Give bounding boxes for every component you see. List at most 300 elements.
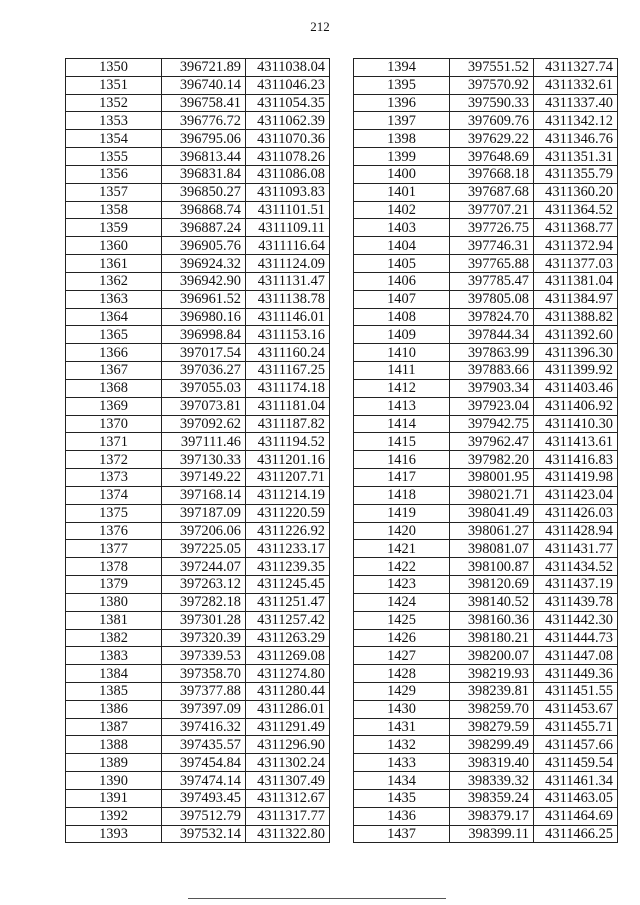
point-number-cell: 1394 <box>354 59 450 77</box>
table-row <box>354 486 618 504</box>
x-coordinate-cell: 397687.68 <box>450 183 534 201</box>
x-coordinate-cell: 398259.70 <box>450 700 534 718</box>
y-coordinate-cell: 4311372.94 <box>534 237 618 255</box>
x-coordinate-cell: 397055.03 <box>162 379 246 397</box>
table-row <box>354 433 618 451</box>
x-coordinate-cell: 397397.09 <box>162 700 246 718</box>
x-coordinate-cell: 398239.81 <box>450 682 534 700</box>
y-coordinate-cell: 4311392.60 <box>534 326 618 344</box>
y-coordinate-cell: 4311413.61 <box>534 433 618 451</box>
point-number-cell: 1409 <box>354 326 450 344</box>
table-row <box>354 94 618 112</box>
y-coordinate-cell: 4311194.52 <box>246 433 330 451</box>
x-coordinate-cell: 397263.12 <box>162 576 246 594</box>
table-row <box>66 682 330 700</box>
table-row <box>66 326 330 344</box>
x-coordinate-cell: 397844.34 <box>450 326 534 344</box>
table-row <box>66 379 330 397</box>
table-row <box>66 201 330 219</box>
point-number-cell: 1383 <box>66 647 162 665</box>
point-number-cell: 1429 <box>354 682 450 700</box>
y-coordinate-cell: 4311434.52 <box>534 558 618 576</box>
x-coordinate-cell: 398319.40 <box>450 754 534 772</box>
y-coordinate-cell: 4311364.52 <box>534 201 618 219</box>
table-row <box>354 736 618 754</box>
table-row <box>66 112 330 130</box>
y-coordinate-cell: 4311419.98 <box>534 469 618 487</box>
x-coordinate-cell: 396740.14 <box>162 76 246 94</box>
table-row <box>354 148 618 166</box>
table-row <box>66 522 330 540</box>
x-coordinate-cell: 397339.53 <box>162 647 246 665</box>
x-coordinate-cell: 397668.18 <box>450 165 534 183</box>
x-coordinate-cell: 397111.46 <box>162 433 246 451</box>
x-coordinate-cell: 396905.76 <box>162 237 246 255</box>
point-number-cell: 1437 <box>354 825 450 843</box>
y-coordinate-cell: 4311396.30 <box>534 344 618 362</box>
point-number-cell: 1358 <box>66 201 162 219</box>
x-coordinate-cell: 398021.71 <box>450 486 534 504</box>
y-coordinate-cell: 4311337.40 <box>534 94 618 112</box>
table-row <box>66 94 330 112</box>
y-coordinate-cell: 4311153.16 <box>246 326 330 344</box>
x-coordinate-cell: 398200.07 <box>450 647 534 665</box>
y-coordinate-cell: 4311346.76 <box>534 130 618 148</box>
table-row <box>354 789 618 807</box>
table-row <box>354 112 618 130</box>
point-number-cell: 1405 <box>354 255 450 273</box>
y-coordinate-cell: 4311388.82 <box>534 308 618 326</box>
y-coordinate-cell: 4311317.77 <box>246 807 330 825</box>
point-number-cell: 1432 <box>354 736 450 754</box>
point-number-cell: 1422 <box>354 558 450 576</box>
x-coordinate-cell: 397017.54 <box>162 344 246 362</box>
x-coordinate-cell: 397225.05 <box>162 540 246 558</box>
x-coordinate-cell: 397629.22 <box>450 130 534 148</box>
point-number-cell: 1393 <box>66 825 162 843</box>
point-number-cell: 1416 <box>354 451 450 469</box>
point-number-cell: 1407 <box>354 290 450 308</box>
point-number-cell: 1400 <box>354 165 450 183</box>
point-number-cell: 1354 <box>66 130 162 148</box>
point-number-cell: 1355 <box>66 148 162 166</box>
table-row <box>354 558 618 576</box>
y-coordinate-cell: 4311368.77 <box>534 219 618 237</box>
point-number-cell: 1371 <box>66 433 162 451</box>
point-number-cell: 1396 <box>354 94 450 112</box>
point-number-cell: 1395 <box>354 76 450 94</box>
point-number-cell: 1380 <box>66 593 162 611</box>
x-coordinate-cell: 397982.20 <box>450 451 534 469</box>
y-coordinate-cell: 4311046.23 <box>246 76 330 94</box>
point-number-cell: 1436 <box>354 807 450 825</box>
y-coordinate-cell: 4311464.69 <box>534 807 618 825</box>
point-number-cell: 1364 <box>66 308 162 326</box>
table-row <box>66 76 330 94</box>
y-coordinate-cell: 4311426.03 <box>534 504 618 522</box>
point-number-cell: 1376 <box>66 522 162 540</box>
point-number-cell: 1366 <box>66 344 162 362</box>
y-coordinate-cell: 4311233.17 <box>246 540 330 558</box>
table-row <box>66 700 330 718</box>
x-coordinate-cell: 398379.17 <box>450 807 534 825</box>
table-row <box>354 611 618 629</box>
table-row <box>66 255 330 273</box>
x-coordinate-cell: 397301.28 <box>162 611 246 629</box>
point-number-cell: 1397 <box>354 112 450 130</box>
point-number-cell: 1413 <box>354 397 450 415</box>
x-coordinate-cell: 396795.06 <box>162 130 246 148</box>
point-number-cell: 1398 <box>354 130 450 148</box>
point-number-cell: 1353 <box>66 112 162 130</box>
y-coordinate-cell: 4311351.31 <box>534 148 618 166</box>
x-coordinate-cell: 398180.21 <box>450 629 534 647</box>
table-row <box>354 397 618 415</box>
y-coordinate-cell: 4311437.19 <box>534 576 618 594</box>
point-number-cell: 1430 <box>354 700 450 718</box>
y-coordinate-cell: 4311160.24 <box>246 344 330 362</box>
y-coordinate-cell: 4311187.82 <box>246 415 330 433</box>
y-coordinate-cell: 4311302.24 <box>246 754 330 772</box>
x-coordinate-cell: 397590.33 <box>450 94 534 112</box>
y-coordinate-cell: 4311086.08 <box>246 165 330 183</box>
point-number-cell: 1375 <box>66 504 162 522</box>
y-coordinate-cell: 4311377.03 <box>534 255 618 273</box>
x-coordinate-cell: 397187.09 <box>162 504 246 522</box>
table-row <box>66 272 330 290</box>
y-coordinate-cell: 4311332.61 <box>534 76 618 94</box>
x-coordinate-cell: 397358.70 <box>162 665 246 683</box>
table-row <box>354 469 618 487</box>
y-coordinate-cell: 4311360.20 <box>534 183 618 201</box>
x-coordinate-cell: 396776.72 <box>162 112 246 130</box>
point-number-cell: 1412 <box>354 379 450 397</box>
point-number-cell: 1378 <box>66 558 162 576</box>
x-coordinate-cell: 397609.76 <box>450 112 534 130</box>
y-coordinate-cell: 4311214.19 <box>246 486 330 504</box>
point-number-cell: 1382 <box>66 629 162 647</box>
x-coordinate-cell: 396980.16 <box>162 308 246 326</box>
table-row <box>354 825 618 843</box>
table-row <box>66 451 330 469</box>
table-row <box>66 665 330 683</box>
point-number-cell: 1361 <box>66 255 162 273</box>
point-number-cell: 1423 <box>354 576 450 594</box>
table-row <box>66 433 330 451</box>
table-row <box>354 272 618 290</box>
point-number-cell: 1392 <box>66 807 162 825</box>
x-coordinate-cell: 396998.84 <box>162 326 246 344</box>
x-coordinate-cell: 396924.32 <box>162 255 246 273</box>
x-coordinate-cell: 397206.06 <box>162 522 246 540</box>
y-coordinate-cell: 4311109.11 <box>246 219 330 237</box>
table-row <box>66 290 330 308</box>
point-number-cell: 1356 <box>66 165 162 183</box>
table-row <box>354 255 618 273</box>
y-coordinate-cell: 4311093.83 <box>246 183 330 201</box>
table-row <box>66 576 330 594</box>
table-row <box>354 415 618 433</box>
y-coordinate-cell: 4311124.09 <box>246 255 330 273</box>
x-coordinate-cell: 396758.41 <box>162 94 246 112</box>
y-coordinate-cell: 4311428.94 <box>534 522 618 540</box>
y-coordinate-cell: 4311131.47 <box>246 272 330 290</box>
table-row <box>354 130 618 148</box>
point-number-cell: 1369 <box>66 397 162 415</box>
table-row <box>354 700 618 718</box>
y-coordinate-cell: 4311449.36 <box>534 665 618 683</box>
x-coordinate-cell: 398081.07 <box>450 540 534 558</box>
x-coordinate-cell: 397648.69 <box>450 148 534 166</box>
point-number-cell: 1384 <box>66 665 162 683</box>
point-number-cell: 1359 <box>66 219 162 237</box>
y-coordinate-cell: 4311442.30 <box>534 611 618 629</box>
point-number-cell: 1427 <box>354 647 450 665</box>
y-coordinate-cell: 4311447.08 <box>534 647 618 665</box>
y-coordinate-cell: 4311101.51 <box>246 201 330 219</box>
point-number-cell: 1428 <box>354 665 450 683</box>
y-coordinate-cell: 4311312.67 <box>246 789 330 807</box>
point-number-cell: 1408 <box>354 308 450 326</box>
point-number-cell: 1373 <box>66 469 162 487</box>
y-coordinate-cell: 4311296.90 <box>246 736 330 754</box>
table-row <box>354 522 618 540</box>
point-number-cell: 1406 <box>354 272 450 290</box>
y-coordinate-cell: 4311466.25 <box>534 825 618 843</box>
table-row <box>354 379 618 397</box>
x-coordinate-cell: 396887.24 <box>162 219 246 237</box>
table-row <box>354 576 618 594</box>
table-row <box>66 825 330 843</box>
x-coordinate-cell: 397903.34 <box>450 379 534 397</box>
point-number-cell: 1368 <box>66 379 162 397</box>
table-row <box>66 397 330 415</box>
x-coordinate-cell: 397765.88 <box>450 255 534 273</box>
table-row <box>354 201 618 219</box>
y-coordinate-cell: 4311355.79 <box>534 165 618 183</box>
y-coordinate-cell: 4311384.97 <box>534 290 618 308</box>
x-coordinate-cell: 396961.52 <box>162 290 246 308</box>
x-coordinate-cell: 396831.84 <box>162 165 246 183</box>
table-row <box>66 647 330 665</box>
point-number-cell: 1350 <box>66 59 162 77</box>
y-coordinate-cell: 4311455.71 <box>534 718 618 736</box>
table-row <box>66 611 330 629</box>
x-coordinate-cell: 398219.93 <box>450 665 534 683</box>
table-row <box>66 807 330 825</box>
point-number-cell: 1418 <box>354 486 450 504</box>
right-coordinates-table <box>353 58 618 843</box>
y-coordinate-cell: 4311307.49 <box>246 772 330 790</box>
x-coordinate-cell: 397923.04 <box>450 397 534 415</box>
point-number-cell: 1414 <box>354 415 450 433</box>
table-row <box>354 540 618 558</box>
table-row <box>354 647 618 665</box>
table-row <box>354 308 618 326</box>
point-number-cell: 1410 <box>354 344 450 362</box>
x-coordinate-cell: 397092.62 <box>162 415 246 433</box>
point-number-cell: 1390 <box>66 772 162 790</box>
point-number-cell: 1401 <box>354 183 450 201</box>
y-coordinate-cell: 4311245.45 <box>246 576 330 594</box>
y-coordinate-cell: 4311220.59 <box>246 504 330 522</box>
y-coordinate-cell: 4311439.78 <box>534 593 618 611</box>
point-number-cell: 1357 <box>66 183 162 201</box>
table-row <box>66 148 330 166</box>
table-row <box>354 451 618 469</box>
y-coordinate-cell: 4311116.64 <box>246 237 330 255</box>
table-row <box>354 665 618 683</box>
x-coordinate-cell: 397493.45 <box>162 789 246 807</box>
point-number-cell: 1360 <box>66 237 162 255</box>
table-row <box>354 504 618 522</box>
point-number-cell: 1435 <box>354 789 450 807</box>
y-coordinate-cell: 4311239.35 <box>246 558 330 576</box>
y-coordinate-cell: 4311201.16 <box>246 451 330 469</box>
y-coordinate-cell: 4311416.83 <box>534 451 618 469</box>
y-coordinate-cell: 4311274.80 <box>246 665 330 683</box>
y-coordinate-cell: 4311403.46 <box>534 379 618 397</box>
table-row <box>354 754 618 772</box>
point-number-cell: 1415 <box>354 433 450 451</box>
table-row <box>66 183 330 201</box>
y-coordinate-cell: 4311062.39 <box>246 112 330 130</box>
y-coordinate-cell: 4311038.04 <box>246 59 330 77</box>
x-coordinate-cell: 397785.47 <box>450 272 534 290</box>
y-coordinate-cell: 4311342.12 <box>534 112 618 130</box>
y-coordinate-cell: 4311381.04 <box>534 272 618 290</box>
point-number-cell: 1419 <box>354 504 450 522</box>
table-row <box>66 558 330 576</box>
point-number-cell: 1374 <box>66 486 162 504</box>
table-row <box>66 789 330 807</box>
x-coordinate-cell: 397805.08 <box>450 290 534 308</box>
y-coordinate-cell: 4311286.01 <box>246 700 330 718</box>
x-coordinate-cell: 398399.11 <box>450 825 534 843</box>
table-row <box>66 59 330 77</box>
point-number-cell: 1363 <box>66 290 162 308</box>
table-row <box>354 362 618 380</box>
table-row <box>66 237 330 255</box>
table-row <box>66 754 330 772</box>
table-row <box>354 326 618 344</box>
table-row <box>66 469 330 487</box>
table-row <box>66 415 330 433</box>
x-coordinate-cell: 397416.32 <box>162 718 246 736</box>
point-number-cell: 1365 <box>66 326 162 344</box>
point-number-cell: 1434 <box>354 772 450 790</box>
table-row <box>354 219 618 237</box>
x-coordinate-cell: 397726.75 <box>450 219 534 237</box>
table-row <box>354 772 618 790</box>
point-number-cell: 1386 <box>66 700 162 718</box>
table-row <box>354 718 618 736</box>
point-number-cell: 1404 <box>354 237 450 255</box>
x-coordinate-cell: 397551.52 <box>450 59 534 77</box>
point-number-cell: 1433 <box>354 754 450 772</box>
y-coordinate-cell: 4311322.80 <box>246 825 330 843</box>
point-number-cell: 1351 <box>66 76 162 94</box>
table-row <box>354 682 618 700</box>
x-coordinate-cell: 398339.32 <box>450 772 534 790</box>
x-coordinate-cell: 396942.90 <box>162 272 246 290</box>
x-coordinate-cell: 396850.27 <box>162 183 246 201</box>
x-coordinate-cell: 397149.22 <box>162 469 246 487</box>
x-coordinate-cell: 397532.14 <box>162 825 246 843</box>
y-coordinate-cell: 4311167.25 <box>246 362 330 380</box>
x-coordinate-cell: 397168.14 <box>162 486 246 504</box>
y-coordinate-cell: 4311070.36 <box>246 130 330 148</box>
table-row <box>354 183 618 201</box>
point-number-cell: 1362 <box>66 272 162 290</box>
x-coordinate-cell: 398359.24 <box>450 789 534 807</box>
x-coordinate-cell: 398279.59 <box>450 718 534 736</box>
point-number-cell: 1417 <box>354 469 450 487</box>
table-row <box>354 237 618 255</box>
point-number-cell: 1424 <box>354 593 450 611</box>
y-coordinate-cell: 4311459.54 <box>534 754 618 772</box>
y-coordinate-cell: 4311444.73 <box>534 629 618 647</box>
table-row <box>66 165 330 183</box>
table-row <box>66 718 330 736</box>
y-coordinate-cell: 4311269.08 <box>246 647 330 665</box>
y-coordinate-cell: 4311327.74 <box>534 59 618 77</box>
x-coordinate-cell: 397036.27 <box>162 362 246 380</box>
point-number-cell: 1381 <box>66 611 162 629</box>
page-number: 212 <box>310 19 330 34</box>
point-number-cell: 1388 <box>66 736 162 754</box>
table-row <box>354 76 618 94</box>
x-coordinate-cell: 398001.95 <box>450 469 534 487</box>
x-coordinate-cell: 397130.33 <box>162 451 246 469</box>
x-coordinate-cell: 397962.47 <box>450 433 534 451</box>
y-coordinate-cell: 4311257.42 <box>246 611 330 629</box>
point-number-cell: 1426 <box>354 629 450 647</box>
x-coordinate-cell: 397435.57 <box>162 736 246 754</box>
y-coordinate-cell: 4311078.26 <box>246 148 330 166</box>
x-coordinate-cell: 397454.84 <box>162 754 246 772</box>
y-coordinate-cell: 4311431.77 <box>534 540 618 558</box>
point-number-cell: 1372 <box>66 451 162 469</box>
y-coordinate-cell: 4311410.30 <box>534 415 618 433</box>
x-coordinate-cell: 397942.75 <box>450 415 534 433</box>
table-row <box>66 540 330 558</box>
point-number-cell: 1352 <box>66 94 162 112</box>
y-coordinate-cell: 4311457.66 <box>534 736 618 754</box>
table-row <box>66 593 330 611</box>
x-coordinate-cell: 396721.89 <box>162 59 246 77</box>
table-row <box>66 130 330 148</box>
x-coordinate-cell: 398299.49 <box>450 736 534 754</box>
point-number-cell: 1389 <box>66 754 162 772</box>
y-coordinate-cell: 4311423.04 <box>534 486 618 504</box>
table-row <box>66 736 330 754</box>
table-row <box>354 165 618 183</box>
x-coordinate-cell: 397746.31 <box>450 237 534 255</box>
table-row <box>66 308 330 326</box>
y-coordinate-cell: 4311451.55 <box>534 682 618 700</box>
point-number-cell: 1425 <box>354 611 450 629</box>
y-coordinate-cell: 4311226.92 <box>246 522 330 540</box>
y-coordinate-cell: 4311406.92 <box>534 397 618 415</box>
y-coordinate-cell: 4311399.92 <box>534 362 618 380</box>
table-row <box>66 219 330 237</box>
point-number-cell: 1420 <box>354 522 450 540</box>
x-coordinate-cell: 398061.27 <box>450 522 534 540</box>
y-coordinate-cell: 4311146.01 <box>246 308 330 326</box>
x-coordinate-cell: 397282.18 <box>162 593 246 611</box>
x-coordinate-cell: 397512.79 <box>162 807 246 825</box>
